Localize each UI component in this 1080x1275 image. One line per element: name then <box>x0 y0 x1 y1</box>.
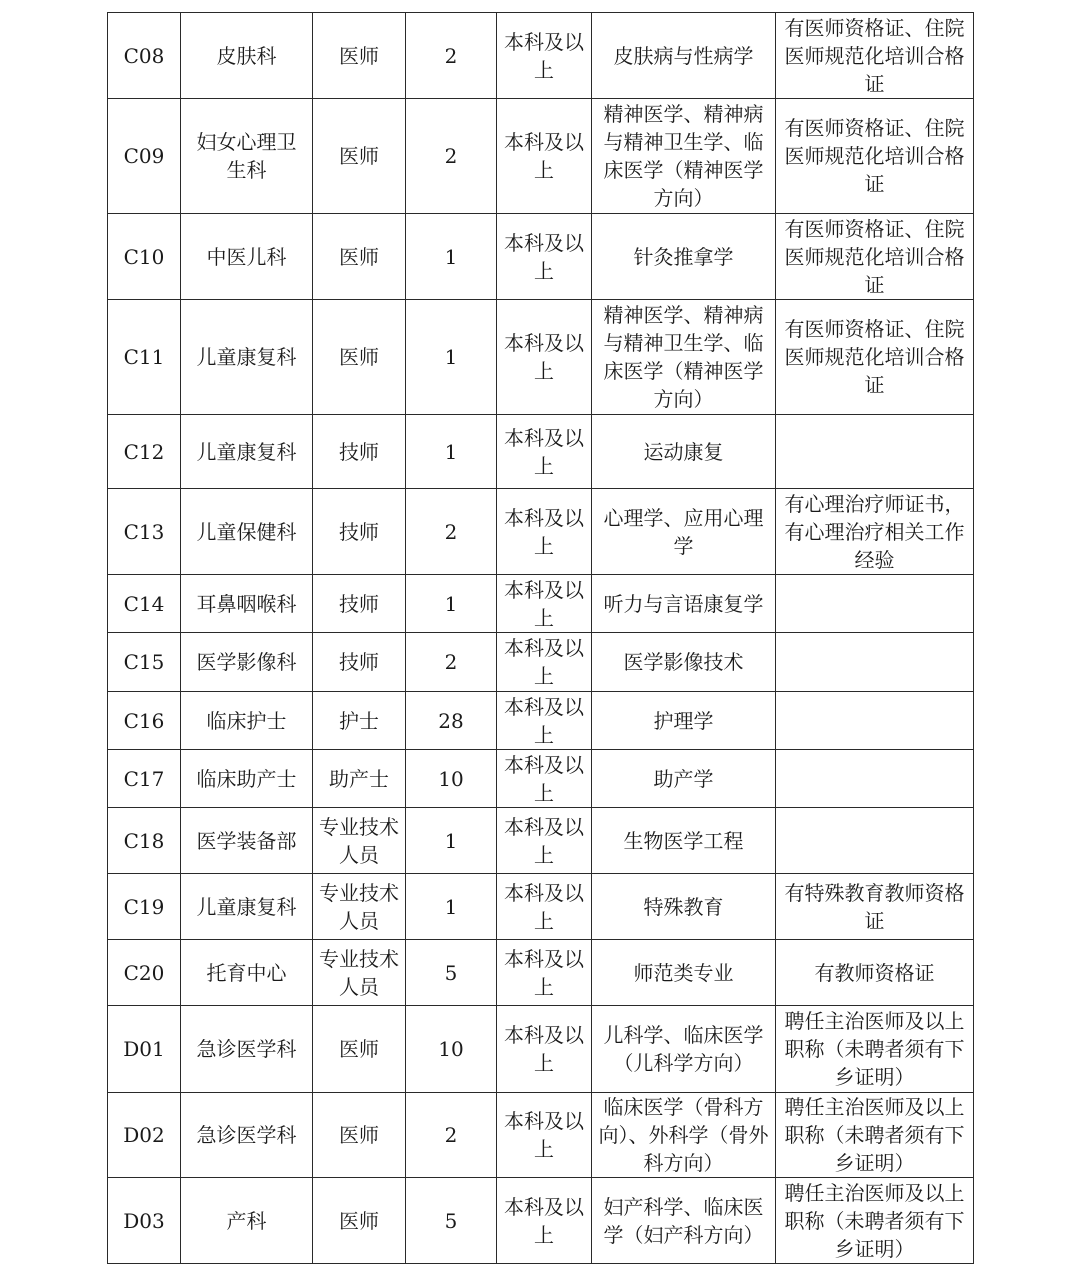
position: 助产士 <box>313 750 406 808</box>
department: 妇女心理卫生科 <box>181 99 313 214</box>
table-row <box>108 13 974 99</box>
department: 皮肤科 <box>181 13 313 99</box>
education: 本科及以上 <box>497 489 592 575</box>
table-row <box>108 1178 974 1264</box>
job-code: C16 <box>108 692 181 750</box>
job-code: C20 <box>108 940 181 1006</box>
position: 专业技术人员 <box>313 808 406 874</box>
table-row <box>108 99 974 214</box>
major: 心理学、应用心理学 <box>592 489 776 575</box>
education: 本科及以上 <box>497 874 592 940</box>
department: 医学影像科 <box>181 633 313 692</box>
headcount: 5 <box>406 940 497 1006</box>
department: 临床护士 <box>181 692 313 750</box>
requirement: 有医师资格证、住院医师规范化培训合格证 <box>776 13 974 99</box>
position: 医师 <box>313 300 406 415</box>
department: 急诊医学科 <box>181 1093 313 1178</box>
education: 本科及以上 <box>497 1093 592 1178</box>
position: 技师 <box>313 633 406 692</box>
requirement: 有医师资格证、住院医师规范化培训合格证 <box>776 214 974 300</box>
position: 技师 <box>313 415 406 489</box>
department: 儿童康复科 <box>181 415 313 489</box>
major: 护理学 <box>592 692 776 750</box>
position: 医师 <box>313 13 406 99</box>
department: 急诊医学科 <box>181 1006 313 1093</box>
requirement <box>776 633 974 692</box>
major: 精神医学、精神病与精神卫生学、临床医学（精神医学方向） <box>592 300 776 415</box>
job-code: D01 <box>108 1006 181 1093</box>
department: 中医儿科 <box>181 214 313 300</box>
table-row <box>108 808 974 874</box>
position: 医师 <box>313 1006 406 1093</box>
job-code: C14 <box>108 575 181 633</box>
headcount: 2 <box>406 99 497 214</box>
headcount: 2 <box>406 489 497 575</box>
position: 技师 <box>313 489 406 575</box>
position: 医师 <box>313 1178 406 1264</box>
headcount: 2 <box>406 633 497 692</box>
education: 本科及以上 <box>497 1006 592 1093</box>
requirement: 有医师资格证、住院医师规范化培训合格证 <box>776 300 974 415</box>
requirement <box>776 750 974 808</box>
major: 妇产科学、临床医学（妇产科方向） <box>592 1178 776 1264</box>
job-code: C11 <box>108 300 181 415</box>
position: 技师 <box>313 575 406 633</box>
headcount: 10 <box>406 750 497 808</box>
headcount: 28 <box>406 692 497 750</box>
job-code: C17 <box>108 750 181 808</box>
headcount: 1 <box>406 874 497 940</box>
major: 助产学 <box>592 750 776 808</box>
headcount: 5 <box>406 1178 497 1264</box>
major: 儿科学、临床医学（儿科学方向） <box>592 1006 776 1093</box>
major: 听力与言语康复学 <box>592 575 776 633</box>
department: 临床助产士 <box>181 750 313 808</box>
education: 本科及以上 <box>497 633 592 692</box>
job-code: C10 <box>108 214 181 300</box>
job-code: D03 <box>108 1178 181 1264</box>
department: 托育中心 <box>181 940 313 1006</box>
major: 临床医学（骨科方向）、外科学（骨外科方向） <box>592 1093 776 1178</box>
department: 医学装备部 <box>181 808 313 874</box>
requirement <box>776 575 974 633</box>
job-code: C18 <box>108 808 181 874</box>
headcount: 1 <box>406 415 497 489</box>
major: 特殊教育 <box>592 874 776 940</box>
table-row <box>108 214 974 300</box>
table-row <box>108 1006 974 1093</box>
education: 本科及以上 <box>497 1178 592 1264</box>
table-row <box>108 874 974 940</box>
major: 医学影像技术 <box>592 633 776 692</box>
position: 专业技术人员 <box>313 874 406 940</box>
headcount: 10 <box>406 1006 497 1093</box>
table-row <box>108 300 974 415</box>
education: 本科及以上 <box>497 415 592 489</box>
education: 本科及以上 <box>497 13 592 99</box>
requirement: 聘任主治医师及以上职称（未聘者须有下乡证明） <box>776 1093 974 1178</box>
headcount: 2 <box>406 1093 497 1178</box>
table-row <box>108 575 974 633</box>
requirement: 聘任主治医师及以上职称（未聘者须有下乡证明） <box>776 1178 974 1264</box>
table-row <box>108 415 974 489</box>
major: 精神医学、精神病与精神卫生学、临床医学（精神医学方向） <box>592 99 776 214</box>
table-row <box>108 692 974 750</box>
job-code: D02 <box>108 1093 181 1178</box>
recruitment-table <box>107 12 974 1264</box>
job-code: C08 <box>108 13 181 99</box>
table-row <box>108 750 974 808</box>
education: 本科及以上 <box>497 940 592 1006</box>
position: 医师 <box>313 99 406 214</box>
education: 本科及以上 <box>497 692 592 750</box>
requirement <box>776 415 974 489</box>
education: 本科及以上 <box>497 750 592 808</box>
requirement: 有心理治疗师证书，有心理治疗相关工作经验 <box>776 489 974 575</box>
table-row <box>108 1093 974 1178</box>
headcount: 1 <box>406 808 497 874</box>
position: 护士 <box>313 692 406 750</box>
job-code: C09 <box>108 99 181 214</box>
job-code: C13 <box>108 489 181 575</box>
requirement: 聘任主治医师及以上职称（未聘者须有下乡证明） <box>776 1006 974 1093</box>
major: 运动康复 <box>592 415 776 489</box>
education: 本科及以上 <box>497 99 592 214</box>
job-code: C19 <box>108 874 181 940</box>
requirement <box>776 808 974 874</box>
education: 本科及以上 <box>497 808 592 874</box>
education: 本科及以上 <box>497 300 592 415</box>
requirement: 有特殊教育教师资格证 <box>776 874 974 940</box>
table-row <box>108 489 974 575</box>
table-row <box>108 940 974 1006</box>
major: 师范类专业 <box>592 940 776 1006</box>
major: 针灸推拿学 <box>592 214 776 300</box>
headcount: 1 <box>406 214 497 300</box>
major: 生物医学工程 <box>592 808 776 874</box>
requirement: 有教师资格证 <box>776 940 974 1006</box>
requirement: 有医师资格证、住院医师规范化培训合格证 <box>776 99 974 214</box>
table-row <box>108 633 974 692</box>
headcount: 1 <box>406 575 497 633</box>
department: 儿童保健科 <box>181 489 313 575</box>
education: 本科及以上 <box>497 575 592 633</box>
major: 皮肤病与性病学 <box>592 13 776 99</box>
position: 专业技术人员 <box>313 940 406 1006</box>
headcount: 2 <box>406 13 497 99</box>
job-code: C12 <box>108 415 181 489</box>
department: 儿童康复科 <box>181 874 313 940</box>
department: 耳鼻咽喉科 <box>181 575 313 633</box>
requirement <box>776 692 974 750</box>
department: 产科 <box>181 1178 313 1264</box>
education: 本科及以上 <box>497 214 592 300</box>
position: 医师 <box>313 214 406 300</box>
position: 医师 <box>313 1093 406 1178</box>
headcount: 1 <box>406 300 497 415</box>
department: 儿童康复科 <box>181 300 313 415</box>
job-code: C15 <box>108 633 181 692</box>
